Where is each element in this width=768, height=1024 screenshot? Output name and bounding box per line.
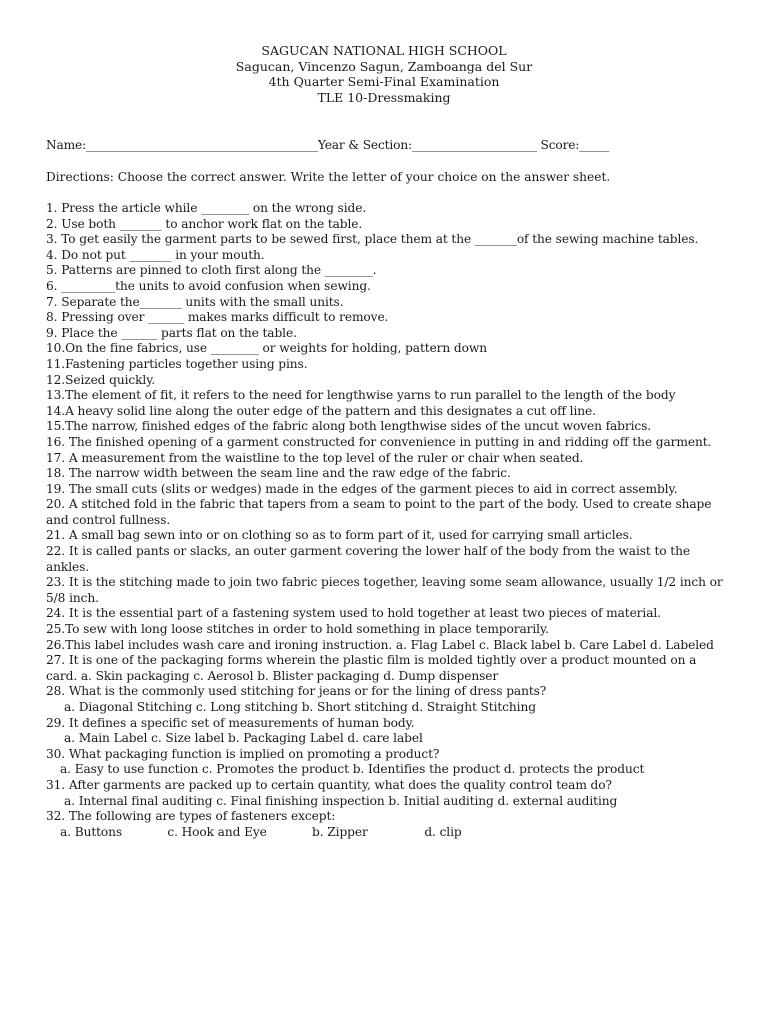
directions: Directions: Choose the correct answer. Write the letter of your choice on the answer sheet. (46, 170, 611, 184)
student-info-line: Name:_______________________________________Year & Section:_____________________ Score:_____ (46, 138, 609, 152)
question-9: 9. Place the ______ parts flat on the table. (46, 325, 297, 340)
question-18: 18. The narrow width between the seam line and the raw edge of the fabric. (46, 466, 511, 481)
question-8: 8. Pressing over ______ makes marks difficult to remove. (46, 310, 389, 325)
school-address: Sagucan, Vincenzo Sagun, Zamboanga del Sur (235, 58, 533, 74)
question-27: 27. It is one of the packaging forms wherein the plastic film is molded tightly over a product mounted on a card. a. Skin packaging c. Aerosol b. Blister packaging d. Dump dispenser (46, 653, 697, 683)
question-15: 15.The narrow, finished edges of the fabric along both lengthwise sides of the uncut woven fabrics. (46, 419, 652, 434)
question-22: 22. It is called pants or slacks, an outer garment covering the lower half of the body from the waist to the ankles. (46, 544, 690, 574)
question-21: 21. A small bag sewn into or on clothing so as to form part of it, used for carrying small articles. (46, 528, 633, 543)
question-24: 24. It is the essential part of a fastening system used to hold together at least two pieces of material. (46, 606, 661, 621)
question-17: 17. A measurement from the waistline to the top level of the ruler or chair when seated. (46, 450, 584, 465)
school-name: SAGUCAN NATIONAL HIGH SCHOOL (261, 43, 507, 58)
question-14: 14.A heavy solid line along the outer edge of the pattern and this designates a cut off line. (46, 403, 596, 418)
question-23: 23. It is the stitching made to join two fabric pieces together, leaving some seam allowance, usually 1/2 inch or 5/8 inch. (46, 575, 723, 605)
question-7: 7. Separate the_______ units with the small units. (46, 294, 344, 309)
question-32: 32. The following are types of fasteners except: (46, 809, 336, 824)
question-32-choices: a. Buttons c. Hook and Eye b. Zipper d. clip (60, 824, 462, 839)
question-26: 26.This label includes wash care and ironing instruction. a. Flag Label c. Black label b. Care Label d. Labeled (46, 637, 714, 652)
question-29-choices: a. Main Label c. Size label b. Packaging Label d. care label (64, 731, 423, 746)
question-11: 11.Fastening particles together using pins. (46, 356, 308, 371)
question-28: 28. What is the commonly used stitching for jeans or for the lining of dress pants? (46, 684, 547, 699)
exam-header (0, 43, 768, 105)
question-10: 10.On the fine fabrics, use ________ or weights for holding, pattern down (46, 341, 487, 356)
question-list (46, 201, 726, 840)
question-31: 31. After garments are packed up to certain quantity, what does the quality control team do? (46, 777, 612, 792)
question-29: 29. It defines a specific set of measurements of human body. (46, 715, 415, 730)
subject-title: TLE 10-Dressmaking (317, 89, 451, 105)
question-30-choices: a. Easy to use function c. Promotes the product b. Identifies the product d. protects the product (60, 762, 645, 777)
question-3: 3. To get easily the garment parts to be sewed first, place them at the _______of the sewing machine tables. (46, 232, 699, 247)
question-2: 2. Use both _______ to anchor work flat on the table. (46, 216, 363, 231)
question-13: 13.The element of fit, it refers to the need for lengthwise yarns to run parallel to the length of the body (46, 388, 676, 403)
question-19: 19. The small cuts (slits or wedges) made in the edges of the garment pieces to aid in correct assembly. (46, 481, 678, 496)
question-5: 5. Patterns are pinned to cloth first along the ________. (46, 263, 377, 278)
question-31-choices: a. Internal final auditing c. Final finishing inspection b. Initial auditing d. external auditing (64, 793, 618, 808)
question-12: 12.Seized quickly. (46, 372, 156, 387)
question-28-choices: a. Diagonal Stitching c. Long stitching b. Short stitching d. Straight Stitching (64, 700, 536, 714)
question-25: 25.To sew with long loose stitches in order to hold something in place temporarily. (46, 622, 549, 637)
question-20: 20. A stitched fold in the fabric that tapers from a seam to point to the part of the body. Used to create shape and control fullness. (46, 497, 712, 527)
question-16: 16. The finished opening of a garment constructed for convenience in putting in and ridding off the garment. (46, 434, 712, 449)
exam-title: 4th Quarter Semi-Final Examination (268, 74, 500, 90)
question-1: 1. Press the article while ________ on the wrong side. (46, 201, 367, 215)
question-30: 30. What packaging function is implied on promoting a product? (46, 746, 440, 761)
question-6: 6. _________the units to avoid confusion when sewing. (46, 278, 371, 293)
question-4: 4. Do not put _______ in your mouth. (46, 247, 265, 262)
